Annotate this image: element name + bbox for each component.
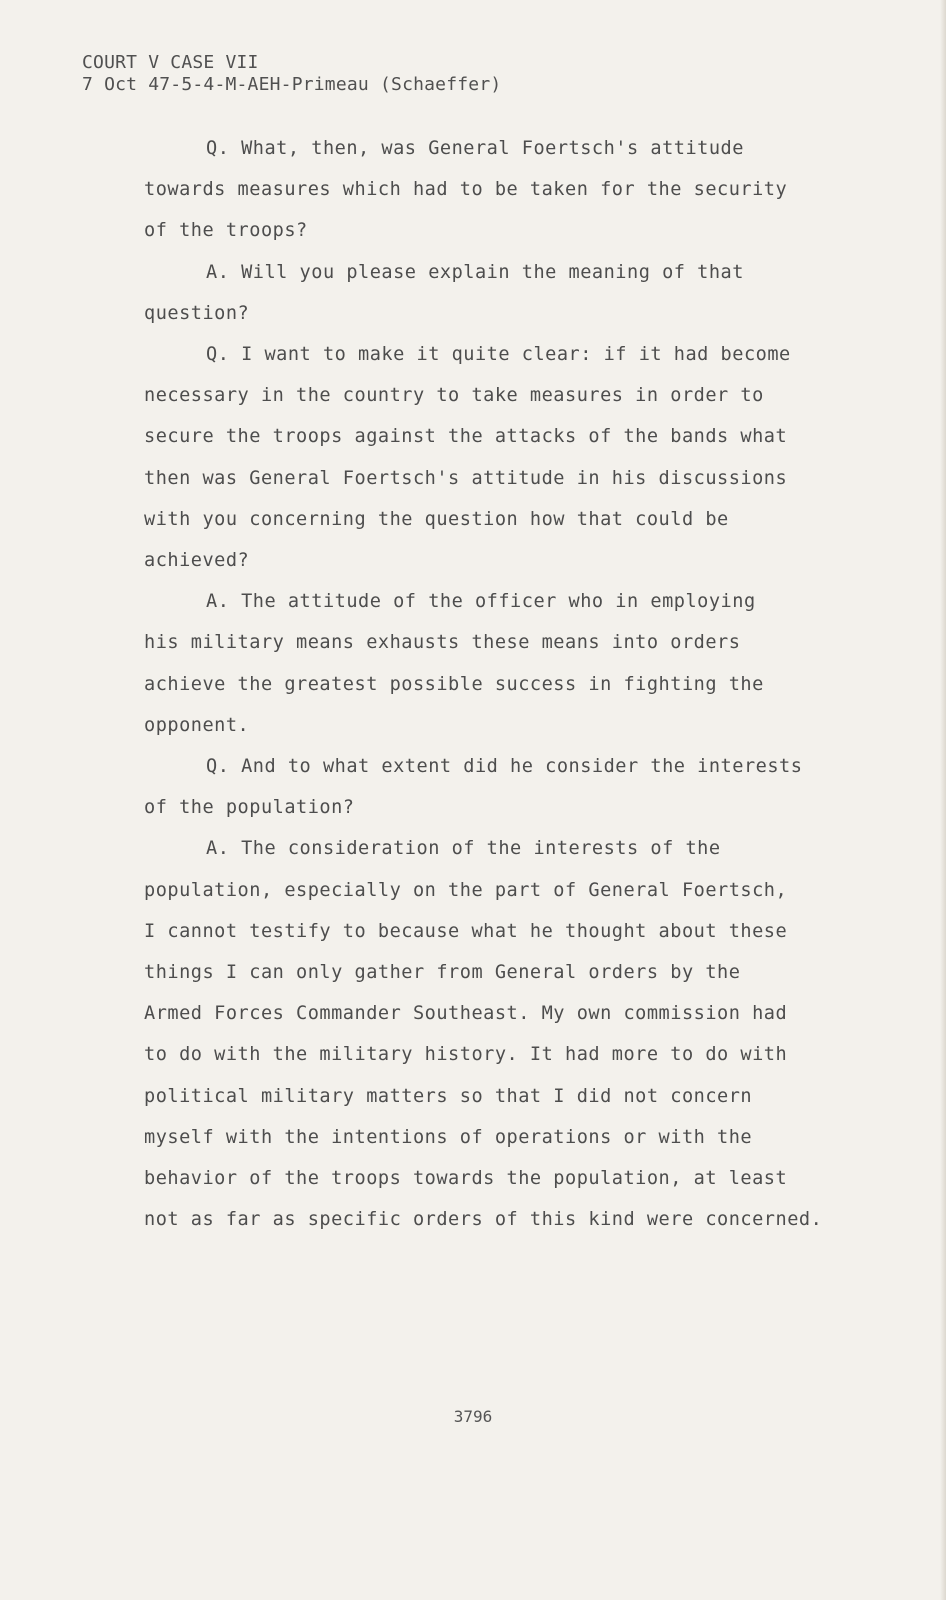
text-line: Q. I want to make it quite clear: if it had become	[206, 344, 791, 366]
text-line: not as far as specific orders of this kind were concerned.	[144, 1209, 823, 1231]
text-line: then was General Foertsch's attitude in his discussions	[144, 467, 788, 489]
text-line: behavior of the troops towards the population, at least	[144, 1168, 788, 1190]
text-line: necessary in the country to take measures in order to	[144, 385, 764, 407]
text-line: question?	[144, 302, 250, 324]
paragraph-answer-1	[82, 252, 802, 334]
paragraph-question-1	[82, 128, 802, 252]
text-line: to do with the military history. It had more to do with	[144, 1044, 788, 1066]
text-line: things I can only gather from General orders by the	[144, 962, 741, 984]
text-line: political military matters so that I did not concern	[144, 1085, 753, 1107]
text-line: with you concerning the question how that could be	[144, 508, 729, 530]
document-header	[82, 52, 501, 96]
text-line: his military means exhausts these means into orders	[144, 632, 741, 654]
text-line: Armed Forces Commander Southeast. My own commission had	[144, 1003, 788, 1025]
text-line: Q. And to what extent did he consider the interests	[206, 756, 803, 778]
text-line: achieve the greatest possible success in fighting the	[144, 673, 764, 695]
testimony-body	[82, 128, 823, 1240]
page-number: 3796	[453, 1407, 493, 1426]
text-line: of the troops?	[144, 220, 308, 242]
header-date-reference: 7 Oct 47-5-4-M-AEH-Primeau (Schaeffer)	[82, 74, 502, 95]
text-line: A. Will you please explain the meaning of that	[206, 261, 744, 283]
text-line: of the population?	[144, 797, 355, 819]
paragraph-answer-3	[82, 828, 823, 1240]
text-line: myself with the intentions of operations or with the	[144, 1126, 753, 1148]
text-line: secure the troops against the attacks of the bands what	[144, 426, 788, 448]
paragraph-question-3	[82, 746, 802, 828]
text-line: A. The consideration of the interests of the	[206, 838, 721, 860]
paragraph-question-2	[82, 334, 802, 581]
text-line: I cannot testify to because what he thought about these	[144, 920, 788, 942]
text-line: towards measures which had to be taken for the security	[144, 179, 788, 201]
header-court-case: COURT V CASE VII	[82, 52, 259, 73]
text-line: Q. What, then, was General Foertsch's attitude	[206, 138, 744, 159]
text-line: opponent.	[144, 714, 250, 736]
paragraph-answer-2	[82, 581, 802, 746]
text-line: A. The attitude of the officer who in employing	[206, 591, 756, 613]
text-line: achieved?	[144, 550, 250, 572]
text-line: population, especially on the part of General Foertsch,	[144, 879, 788, 901]
